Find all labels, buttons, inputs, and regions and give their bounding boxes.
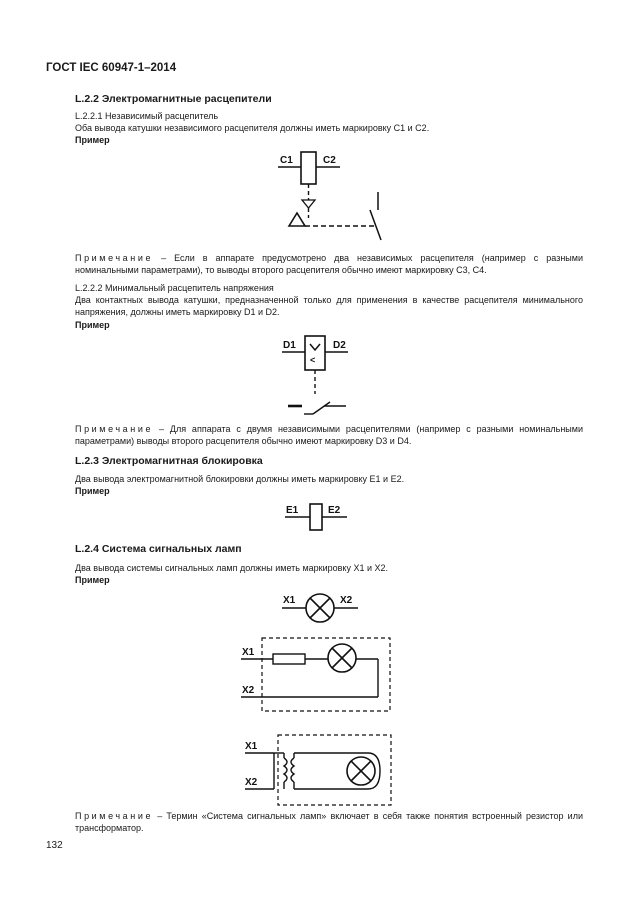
terminal-label-x2: X2 <box>245 777 258 788</box>
lamp-diagram <box>280 590 360 630</box>
section-title-l224: L.2.4 Система сигнальных ламп <box>75 543 242 555</box>
paragraph-l2222: Два контактных вывода катушки, предназначенной только для применения в качестве расцепителя минимального напряжения, должны иметь маркировку D1 и D2. <box>75 295 583 317</box>
resistor-symbol <box>273 654 305 664</box>
terminal-label-d1: D1 <box>283 340 296 351</box>
terminal-label-x1: X1 <box>245 741 258 752</box>
example-label: Пример <box>75 486 110 496</box>
example-label: Пример <box>75 320 110 330</box>
latch-symbol <box>289 213 305 226</box>
shunt-release-diagram <box>270 148 400 248</box>
note-l224 <box>75 811 583 834</box>
coil-symbol <box>310 504 322 530</box>
page-number: 132 <box>46 840 63 851</box>
example-label: Пример <box>75 135 110 145</box>
paragraph-l223: Два вывода электромагнитной блокировки должны иметь маркировку Е1 и Е2. <box>75 474 405 484</box>
transformer-coil <box>284 758 287 782</box>
note-word: Примечание <box>75 424 154 434</box>
terminal-label-e2: E2 <box>328 505 341 516</box>
subsection-l2221: L.2.2.1 Независимый расцепитель <box>75 111 219 121</box>
note-l2221 <box>75 253 583 276</box>
terminal-label-x2: X2 <box>340 595 353 606</box>
terminal-label-c2: C2 <box>323 155 336 166</box>
subsection-l2222: L.2.2.2 Минимальный расцепитель напряжения <box>75 283 274 293</box>
note-text: – Если в аппарате предусмотрено два независимых расцепителя (например с разными номинальными параметрами), то выводы второго расцепителя обычно имеют маркировку С3, С4. <box>75 253 583 275</box>
terminal-label-d2: D2 <box>333 340 346 351</box>
interlock-diagram <box>283 500 353 532</box>
terminal-label-x1: X1 <box>242 647 255 658</box>
svg-text:<: < <box>310 355 316 365</box>
note-l2222 <box>75 424 583 447</box>
note-word: Примечание <box>75 253 154 263</box>
paragraph-l224: Два вывода системы сигнальных ламп должны иметь маркировку Х1 и Х2. <box>75 563 389 573</box>
coil-symbol <box>301 152 316 184</box>
lamp-transformer-diagram <box>240 732 400 808</box>
section-title-l222: L.2.2 Электромагнитные расцепители <box>75 93 272 105</box>
section-title-l223: L.2.3 Электромагнитная блокировка <box>75 455 263 467</box>
terminal-label-c1: C1 <box>280 155 293 166</box>
terminal-label-x2: X2 <box>242 685 255 696</box>
terminal-label-x1: X1 <box>283 595 296 606</box>
note-text: – Для аппарата с двумя независимыми расцепителями (например с разными номинальными параметрами) выводы второго расцепителя обычно имеют маркировку D3 и D4. <box>75 424 583 446</box>
example-label: Пример <box>75 575 110 585</box>
undervoltage-release-diagram <box>280 334 360 424</box>
terminal-label-e1: E1 <box>286 505 299 516</box>
note-text: – Термин «Система сигнальных ламп» включает в себя также понятия встроенный резистор или трансформатор. <box>75 811 583 833</box>
note-word: Примечание <box>75 811 154 821</box>
paragraph-l2221: Оба вывода катушки независимого расцепителя должны иметь маркировку С1 и С2. <box>75 123 430 133</box>
lamp-resistor-diagram <box>235 635 395 715</box>
page-header: ГОСТ IEC 60947-1–2014 <box>46 62 177 74</box>
